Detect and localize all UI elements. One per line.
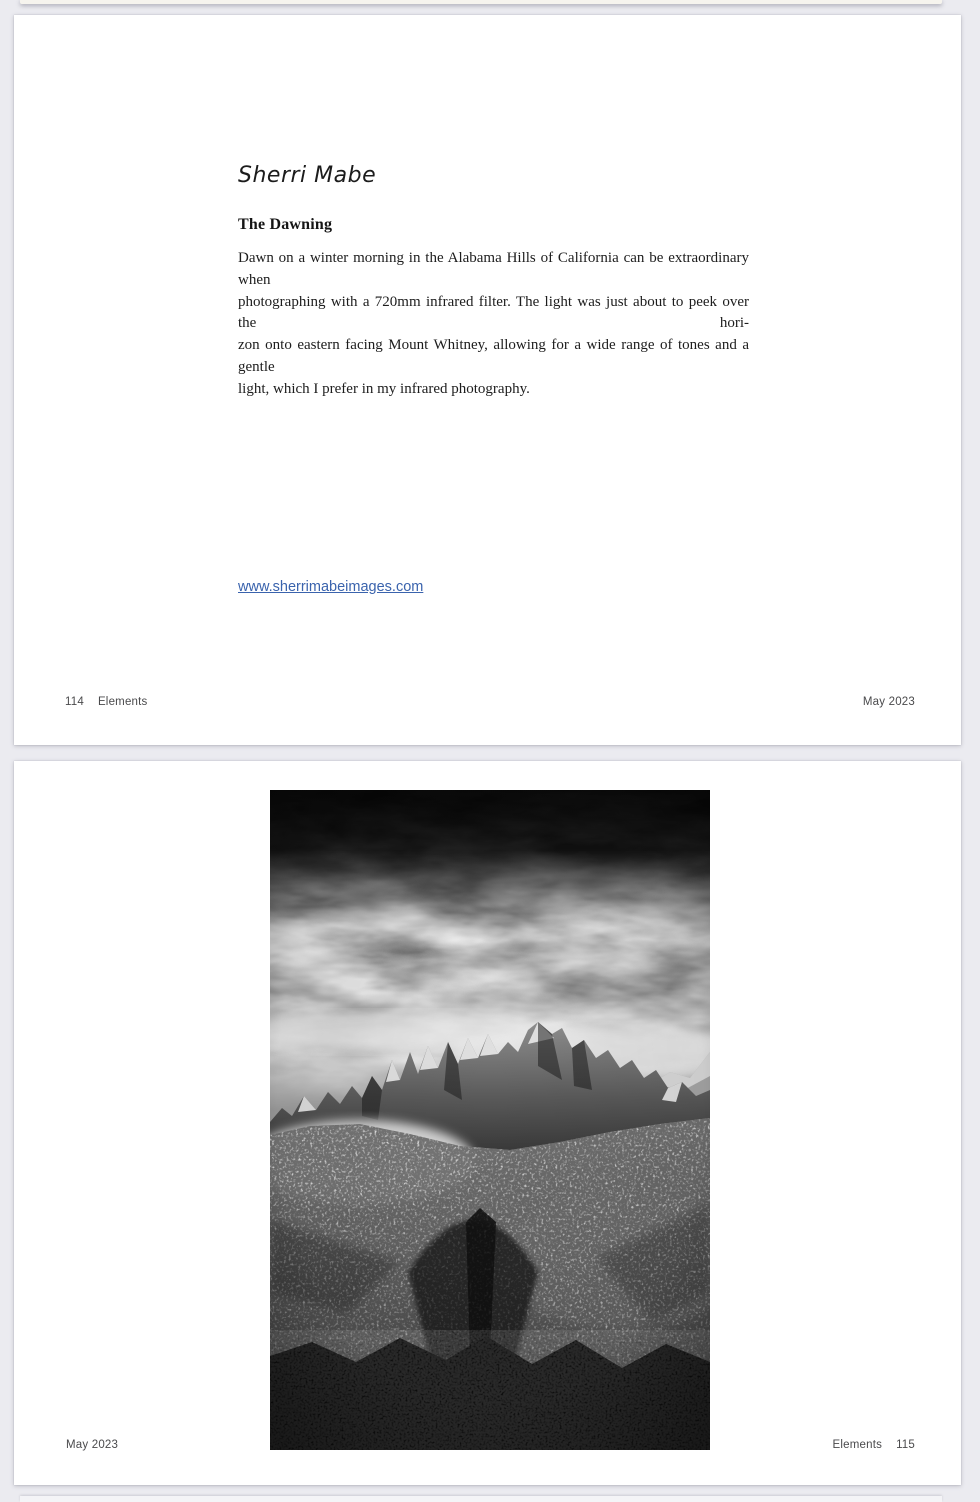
page-114: [14, 15, 961, 745]
footer-right: [833, 1439, 915, 1451]
article-body: [238, 248, 749, 401]
body-line: light, which I prefer in my infrared photography.: [238, 380, 530, 397]
page-115: [14, 761, 961, 1485]
magazine-name: Elements: [832, 1439, 883, 1451]
body-line: Dawn on a winter morning in the Alabama Hills of California can be extraordinary when: [238, 250, 749, 288]
article-title: The Dawning: [238, 216, 333, 233]
issue-date: May 2023: [66, 1439, 119, 1451]
body-line: photographing with a 720mm infrared filter. The light was just about to peek over the hori-: [238, 293, 749, 332]
mount-whitney-photo-art: [270, 790, 710, 1450]
author-website-link[interactable]: www.sherrimabeimages.com: [238, 579, 424, 595]
previous-page-edge: [20, 0, 942, 4]
footer-left: [65, 696, 147, 708]
page-number: 114: [65, 696, 84, 708]
page1-footer: [65, 696, 915, 708]
body-line: zon onto eastern facing Mount Whitney, allowing for a wide range of tones and a gentle: [238, 337, 749, 375]
magazine-name: Elements: [97, 696, 148, 708]
mount-whitney-photo: [270, 790, 710, 1450]
next-page-edge: [20, 1496, 942, 1502]
page-number: 115: [896, 1439, 915, 1451]
page2-footer: [66, 1439, 915, 1451]
author-name: Sherri Mabe: [238, 163, 377, 188]
issue-date: May 2023: [862, 696, 915, 708]
